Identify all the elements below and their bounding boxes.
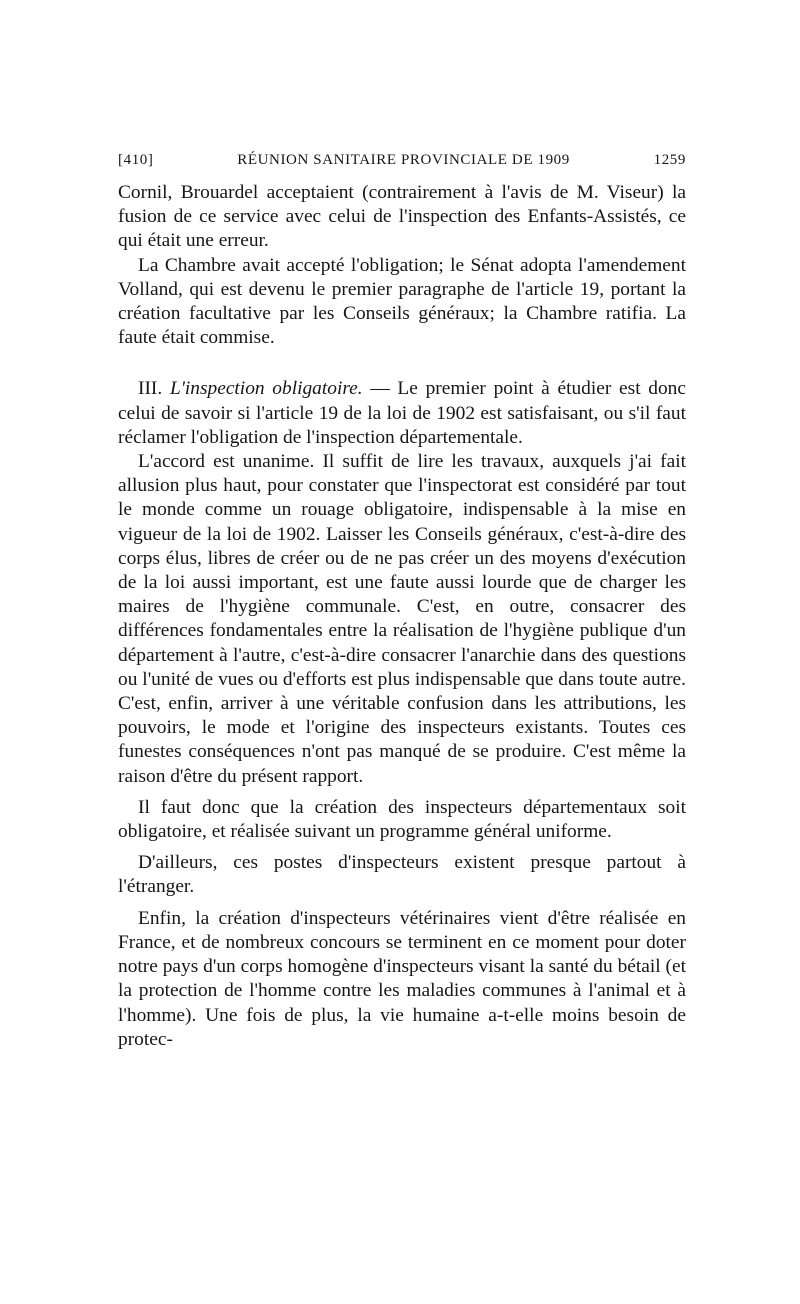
paragraph-2: La Chambre avait accepté l'obligation; le Sénat adopta l'amendement Volland, qui est devenu le premier paragraphe de l'article 19, portant la création facultative par les Conseils généraux; la Chambre ratifia. La faute était commise. (118, 254, 686, 349)
header-title: RÉUNION SANITAIRE PROVINCIALE DE 1909 (237, 152, 570, 168)
section-title: L'inspection obligatoire. (169, 378, 363, 400)
paragraph-6: D'ailleurs, ces postes d'inspecteurs existent presque partout à l'étranger. (118, 852, 686, 898)
paragraph-5: Il faut donc que la création des inspecteurs départementaux soit obligatoire, et réalisée suivant un programme général uniforme. (118, 796, 686, 843)
header-page-number: 1259 (653, 152, 686, 168)
document-page (118, 148, 686, 1052)
paragraph-4: L'accord est unanime. Il suffit de lire les travaux, auxquels j'ai fait allusion plus haut, pour constater que l'inspectorat est considéré par tout le monde comme un rouage obligatoire, indispensable à la mise en vigueur de la loi de 1902. Laisser les Conseils généraux, c'est-à-dire des corps élus, libres de créer ou de ne pas créer un des moyens d'exécution de la loi aussi important, est une faute aussi lourde que de charger les maires de l'hygiène communale. C'est, en outre, consacrer des différences fondamentales entre la réalisation de l'hygiène publique d'un département à l'autre, c'est-à-dire consacrer l'anarchie dans des questions ou l'unité de vues ou d'efforts est plus indispensable que dans toute autre. C'est, enfin, arriver à une véritable confusion dans les attributions, les pouvoirs, le mode et l'origine des inspecteurs existants. Toutes ces funestes conséquences n'ont pas manqué de se produire. C'est même la raison d'être du présent rapport. (118, 451, 686, 787)
header-page-ref: [410] (118, 152, 154, 168)
section-text: — Le premier point à étudier est donc celui de savoir si l'article 19 de la loi de 1902 est satisfaisant, ou s'il faut réclamer l'obligation de l'inspection départementale. (118, 378, 686, 448)
paragraph-1: Cornil, Brouardel acceptaient (contrairement à l'avis de M. Viseur) la fusion de ce service avec celui de l'inspection des Enfants-Assistés, ce qui était une erreur. (118, 182, 686, 252)
section-number: III. (138, 378, 163, 400)
paragraph-7: Enfin, la création d'inspecteurs vétérinaires vient d'être réalisée en France, et de nombreux concours se terminent en ce moment pour doter notre pays d'un corps homogène d'inspecteurs visant la santé du bétail (et la protection de l'homme contre les maladies communes à l'animal et à l'homme). Une fois de plus, la vie humaine a-t-elle moins besoin de protec- (118, 907, 686, 1050)
running-header (118, 148, 686, 170)
section-paragraph (118, 377, 686, 450)
